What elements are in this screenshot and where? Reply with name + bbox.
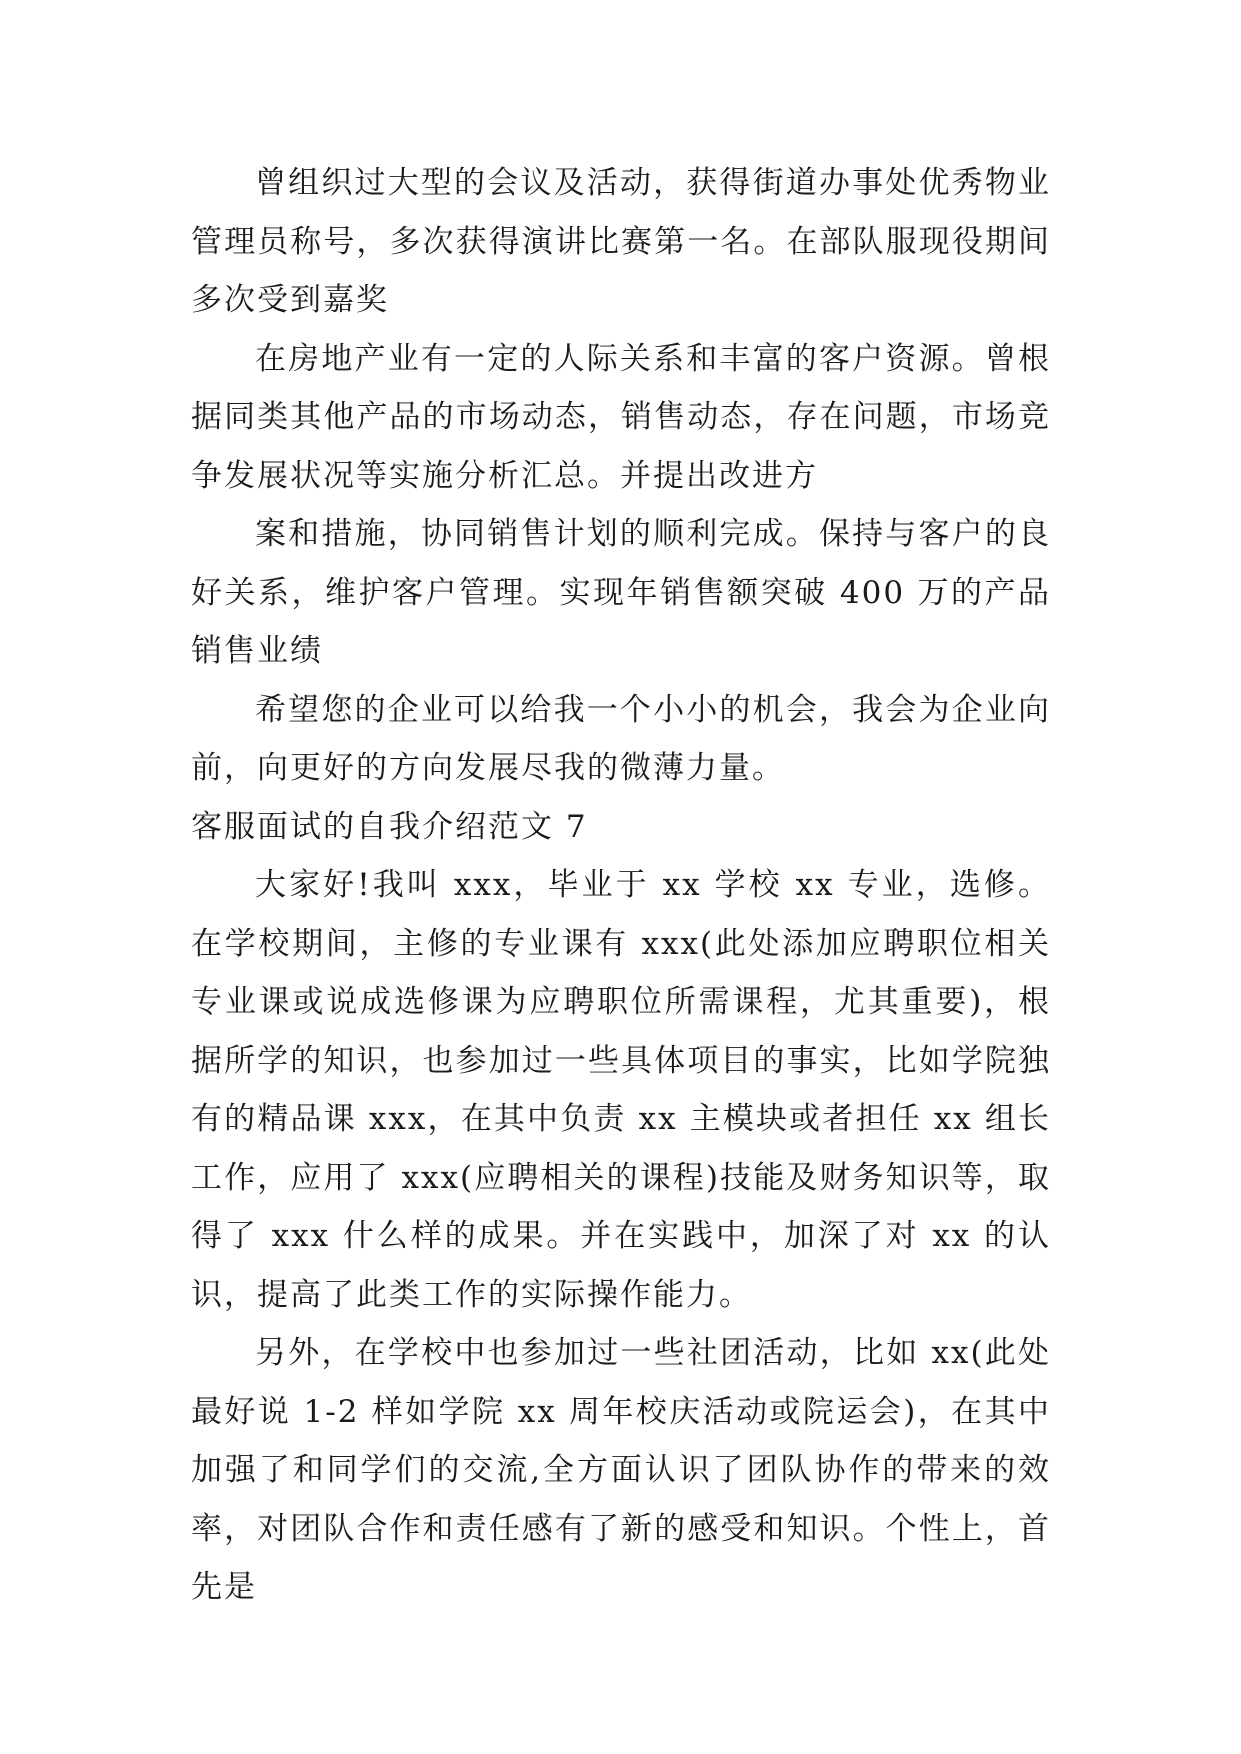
section-heading: 客服面试的自我介绍范文 7: [191, 808, 588, 845]
paragraph-activities: 另外，在学校中也参加过一些社团活动，比如 xx(此处最好说 1-2 样如学院 xx 周年校庆活动或院运会)，在其中加强了和同学们的交流,全方面认识了团队协作的带来的效率，对团队合作和责任感有了新的感受和知识。个性上，首先是: [191, 1335, 1051, 1605]
document-body: [191, 154, 1051, 1617]
paragraph-sales-results: 案和措施，协同销售计划的顺利完成。保持与客户的良好关系，维护客户管理。实现年销售额突破 400 万的产品销售业绩: [191, 516, 1051, 669]
paragraph-honors: 曾组织过大型的会议及活动，获得街道办事处优秀物业管理员称号，多次获得演讲比赛第一名。在部队服现役期间多次受到嘉奖: [191, 165, 1051, 318]
paragraph-self-intro: 大家好!我叫 xxx，毕业于 xx 学校 xx 专业，选修。在学校期间，主修的专业课有 xxx(此处添加应聘职位相关专业课或说成选修课为应聘职位所需课程，尤其重要)，根据所学的知识，也参加过一些具体项目的事实，比如学院独有的精品课 xxx，在其中负责 xx 主模块或者担任 xx 组长工作，应用了 xxx(应聘相关的课程)技能及财务知识等，取得了 xxx 什么样的成果。并在实践中，加深了对 xx 的认识，提高了此类工作的实际操作能力。: [191, 867, 1051, 1313]
paragraph-closing-wish: 希望您的企业可以给我一个小小的机会，我会为企业向前，向更好的方向发展尽我的微薄力量。: [191, 691, 1051, 786]
paragraph-real-estate: 在房地产业有一定的人际关系和丰富的客户资源。曾根据同类其他产品的市场动态，销售动态，存在问题，市场竞争发展状况等实施分析汇总。并提出改进方: [191, 340, 1051, 494]
